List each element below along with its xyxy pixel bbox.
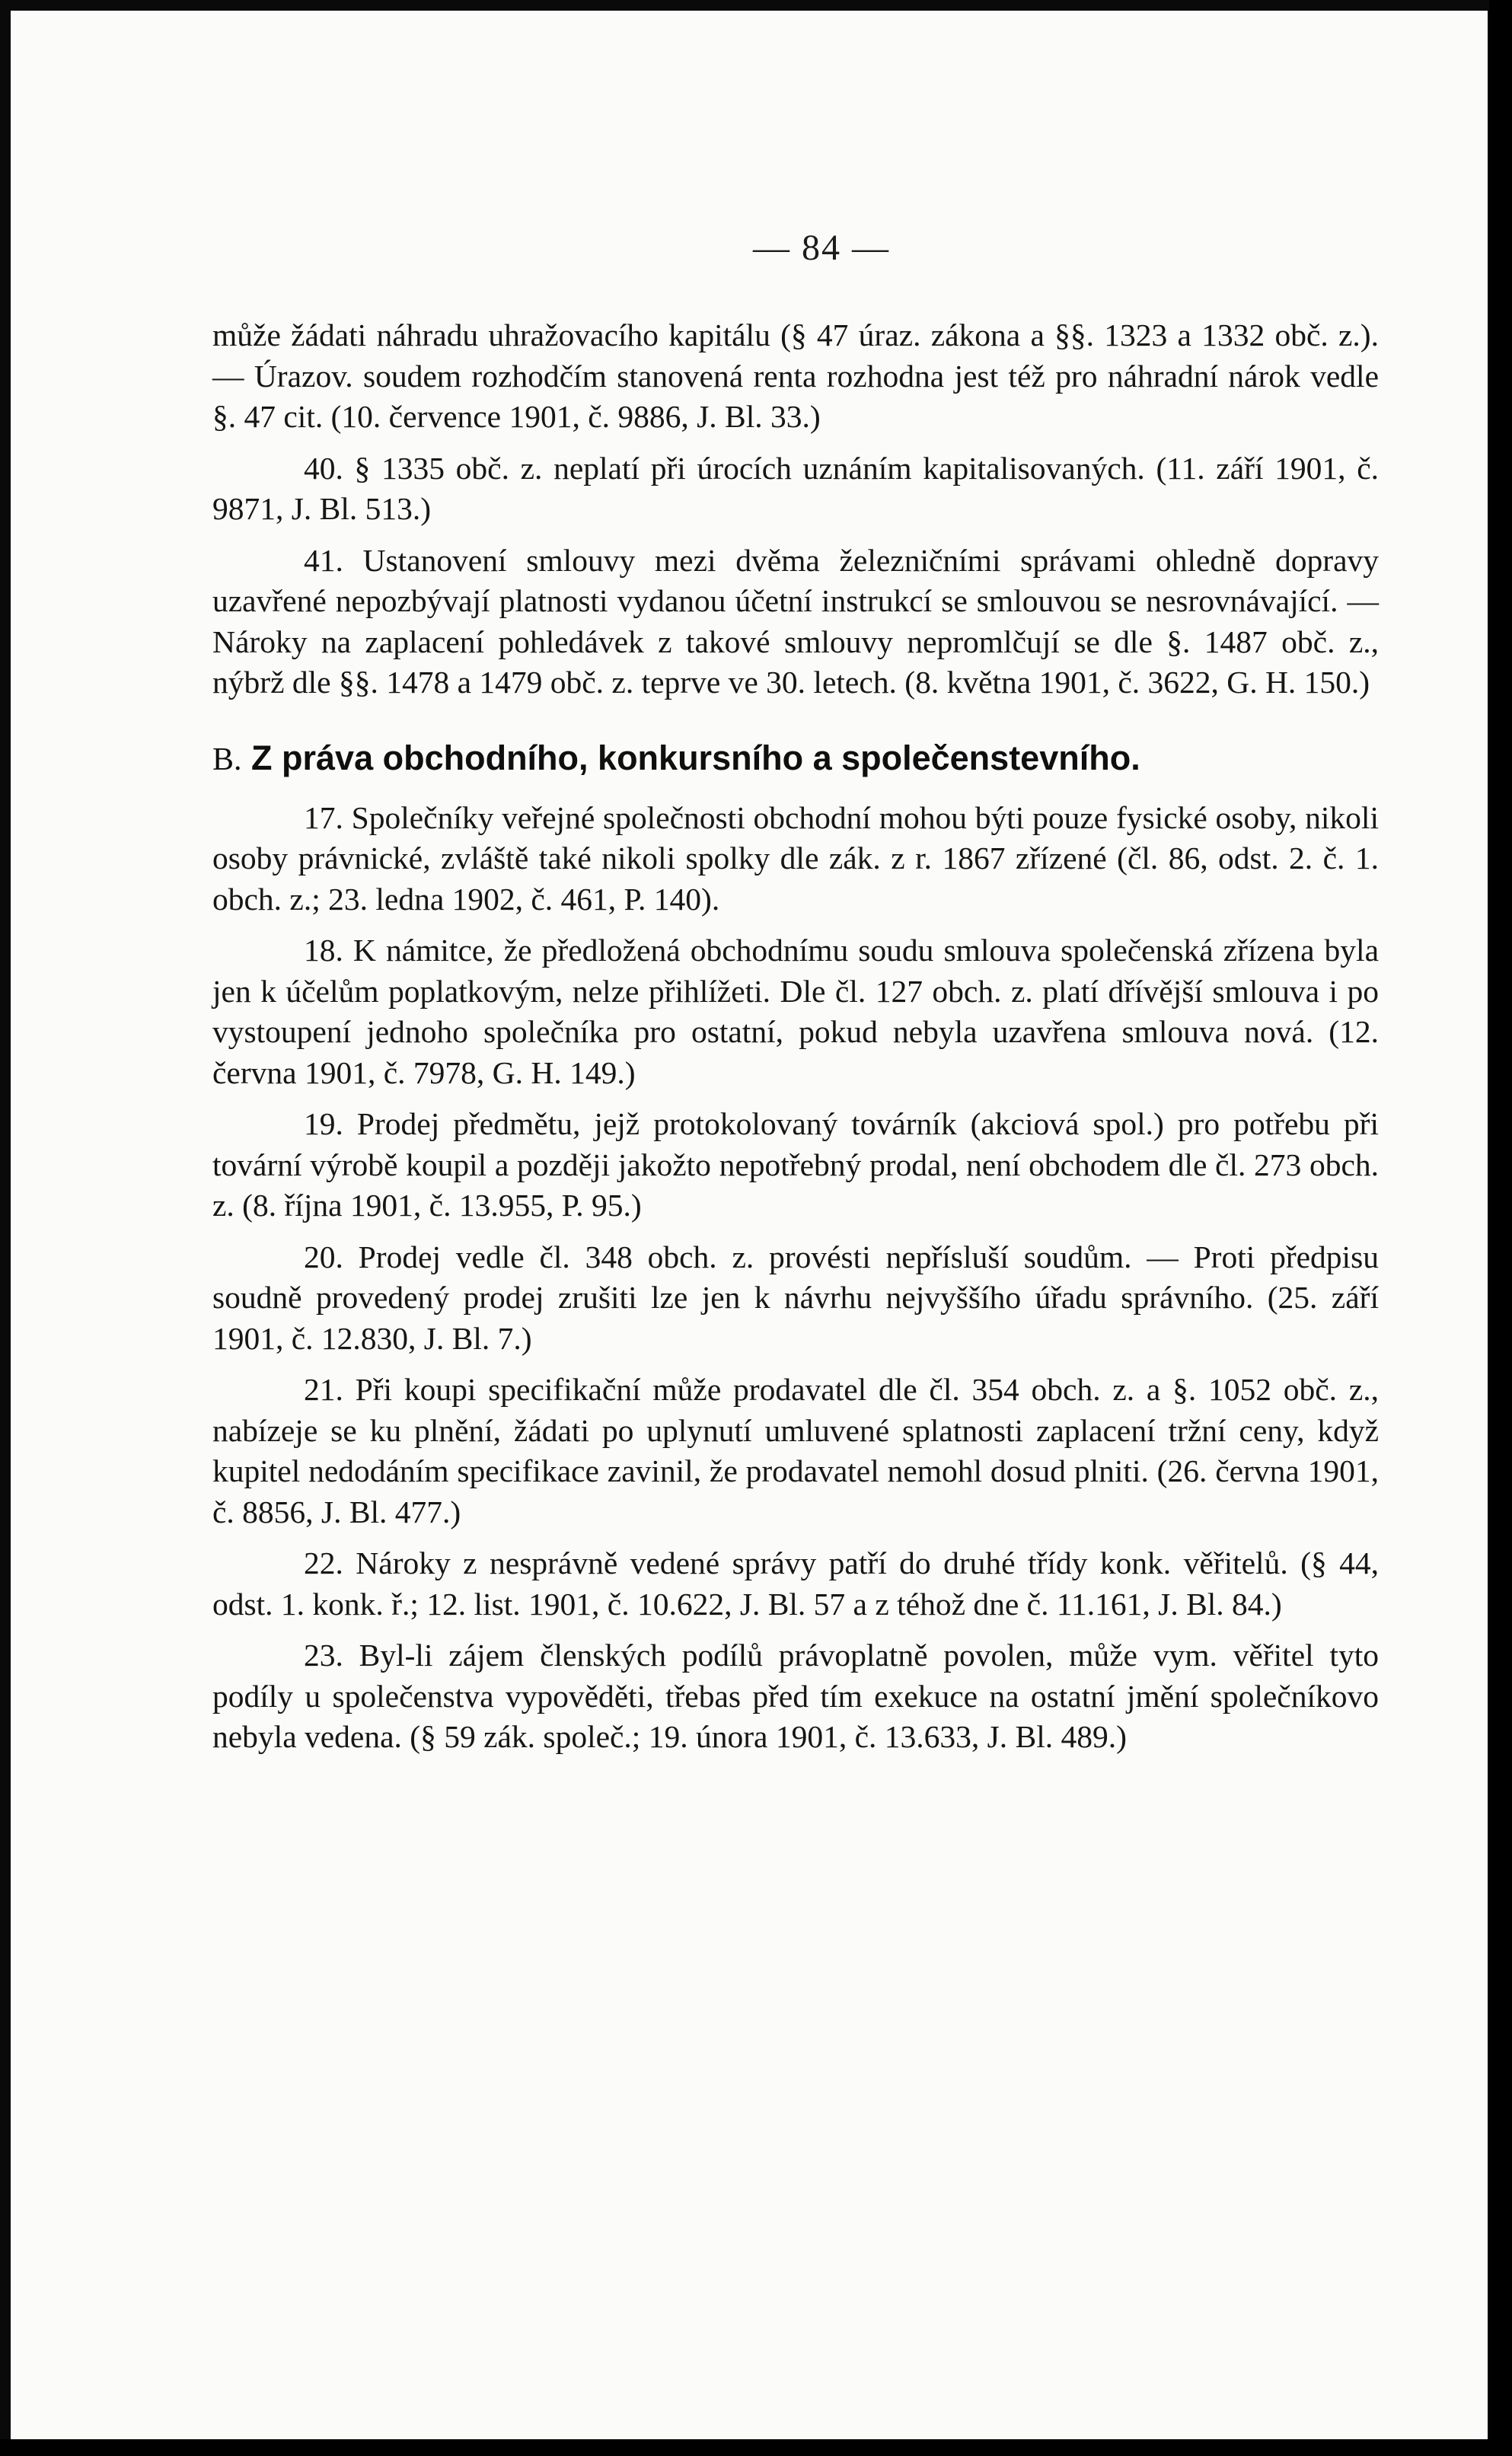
paragraph-40: 40. § 1335 obč. z. neplatí při úrocích uznáním kapitalisovaných. (11. září 1901, č. 9871, J. Bl. 513.) [212,450,1379,526]
scan-bottom-edge [0,2439,1512,2456]
paragraph-17: 17. Společníky veřejné společnosti obchodní mohou býti pouze fysické osoby, nikoli osoby právnické, zvláště také nikoli spolky dle zák. z r. 1867 zřízené (čl. 86, odst. 2. č. 1. obch. z.; 23. ledna 1902, č. 461, P. 140). [212,799,1379,917]
section-title: Z práva obchodního, konkursního a společenstevního. [251,738,1140,777]
document-page [11,11,1488,2447]
page-body [212,315,1379,1769]
section-letter: B. [212,742,242,777]
paragraph-21: 21. Při koupi specifikační může prodavatel dle čl. 354 obch. z. a §. 1052 obč. z., nabízeje se ku plnění, žádati po uplynutí umluvené splatnosti zaplacení tržní ceny, když kupitel nedodáním specifikace zavinil, že prodavatel nemohl dosud plniti. (26. června 1901, č. 8856, J. Bl. 477.) [212,1372,1379,1529]
paragraph-19: 19. Prodej předmětu, jejž protokolovaný továrník (akciová spol.) pro potřebu při tovární výrobě koupil a později jakožto nepotřebný prodal, není obchodem dle čl. 273 obch. z. (8. října 1901, č. 13.955, P. 95.) [212,1106,1379,1223]
paragraph-41: 41. Ustanovení smlouvy mezi dvěma železničními správami ohledně dopravy uzavřené nepozbývají platnosti vydanou účetní instrukcí se smlouvou se nesrovnávající. — Nároky na zaplacení pohledávek z takové smlouvy nepromlčují se dle §. 1487 obč. z., nýbrž dle §§. 1478 a 1479 obč. z. teprve ve 30. letech. (8. května 1901, č. 3622, G. H. 150.) [212,542,1379,700]
paragraph-23: 23. Byl-li zájem členských podílů právoplatně povolen, může vym. věřitel tyto podíly u společenstva vypověděti, třebas před tím exekuce na ostatní jmění společníkovo nebyla vedena. (§ 59 zák. společ.; 19. února 1901, č. 13.633, J. Bl. 489.) [212,1638,1379,1754]
paragraph-continuation: může žádati náhradu uhražovacího kapitálu (§ 47 úraz. zákona a §§. 1323 a 1332 obč. z.). — Úrazov. soudem rozhodčím stanovená renta rozhodna jest též pro náhradní nárok vedle §. 47 cit. (10. července 1901, č. 9886, J. Bl. 33.) [212,317,1379,434]
paragraph-20: 20. Prodej vedle čl. 348 obch. z. provésti nepřísluší soudům. — Proti předpisu soudně provedený prodej zrušiti lze jen k návrhu nejvyššího úřadu správního. (25. září 1901, č. 12.830, J. Bl. 7.) [212,1239,1379,1356]
scan-right-edge [1489,0,1512,2456]
page-number: — 84 — [753,228,890,268]
section-heading [212,737,1379,781]
paragraph-18: 18. K námitce, že předložená obchodnímu soudu smlouva společenská zřízena byla jen k účelům poplatkovým, nelze přihlížeti. Dle čl. 127 obch. z. platí dřívější smlouva i po vystoupení jednoho společníka pro ostatní, pokud nebyla uzavřena smlouva nová. (12. června 1901, č. 7978, G. H. 149.) [212,933,1379,1090]
paragraph-22: 22. Nároky z nesprávně vedené správy patří do druhé třídy konk. věřitelů. (§ 44, odst. 1. konk. ř.; 12. list. 1901, č. 10.622, J. Bl. 57 a z téhož dne č. 11.161, J. Bl. 84.) [212,1545,1379,1622]
